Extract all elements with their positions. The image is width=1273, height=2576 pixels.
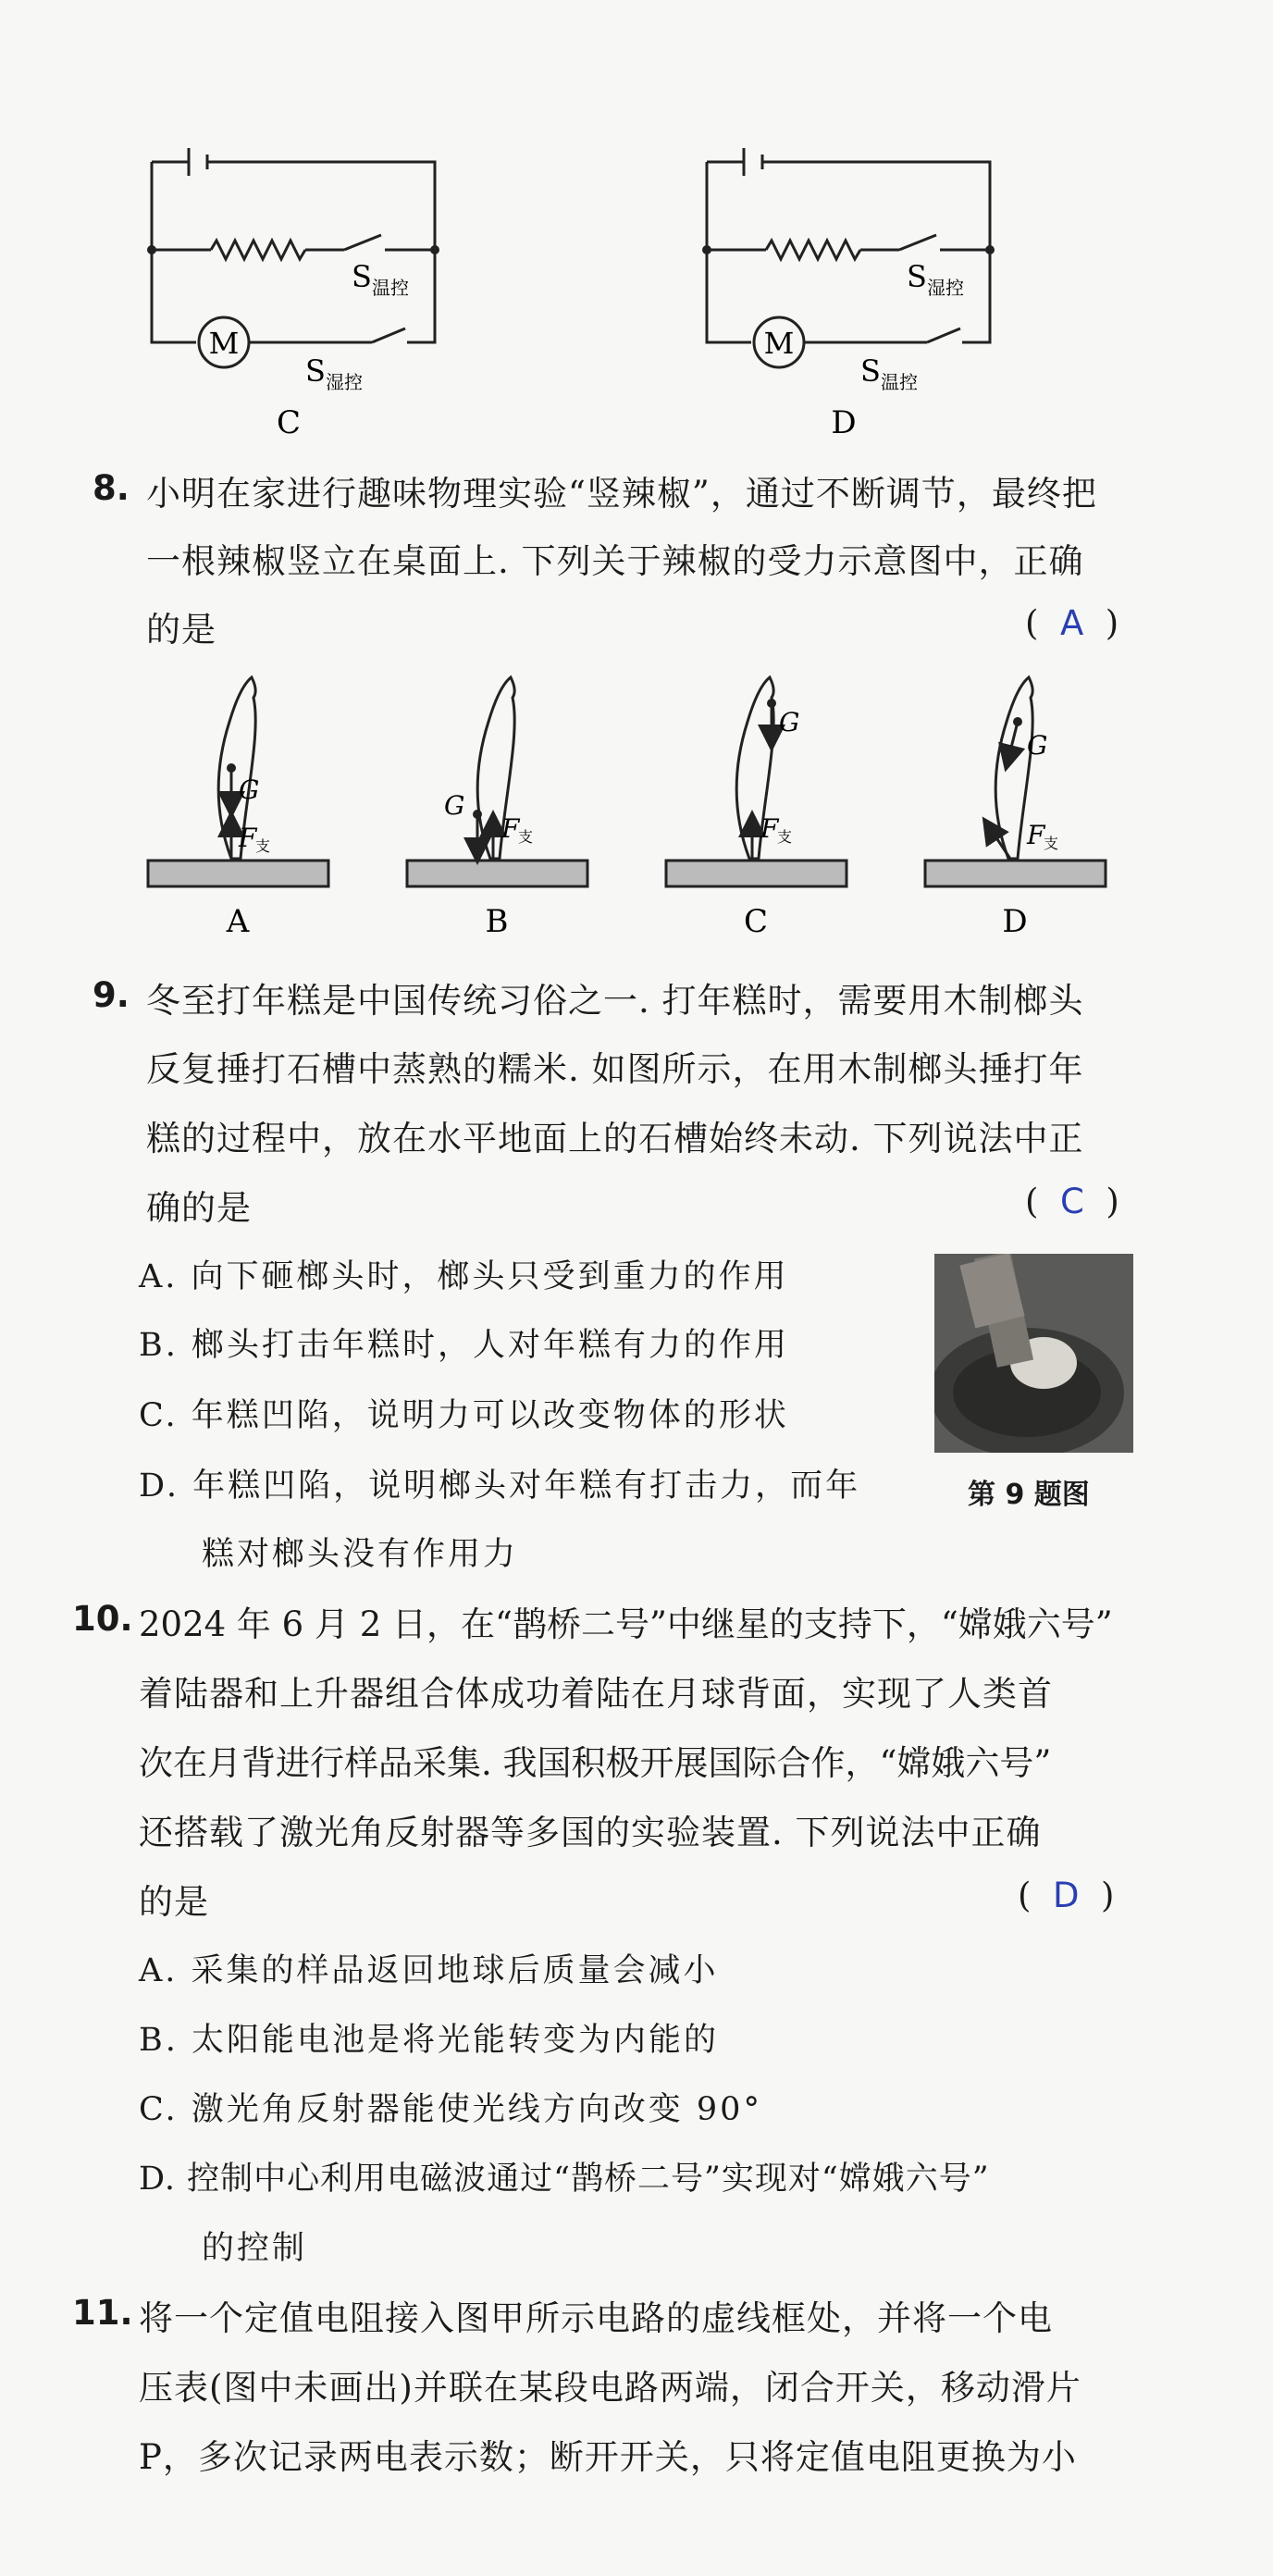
q9-number: 9. — [93, 975, 130, 1015]
q9-line-3: 糕的过程中，放在水平地面上的石槽始终未动. 下列说法中正 — [146, 1119, 1084, 1158]
q8-b-f-sub: 支 — [518, 828, 534, 846]
switch-label-d-bottom: S — [860, 353, 881, 389]
switch-label-d-top: S — [907, 259, 927, 294]
circuit-c — [152, 148, 435, 367]
q8-line-3: 的是 — [146, 610, 216, 650]
q9-answer: ( C ) — [1025, 1182, 1119, 1221]
switch-label-c-top: S — [352, 259, 372, 294]
switch-sub-d-bottom: 温控 — [881, 371, 918, 393]
q10-answer: ( D ) — [1018, 1876, 1115, 1915]
q8-figure-d — [925, 677, 1106, 886]
circuit-d-label: D — [831, 404, 857, 441]
q8-d-f: F — [1027, 820, 1045, 850]
q9-line-1: 冬至打年糕是中国传统习俗之一. 打年糕时，需要用木制榔头 — [146, 981, 1084, 1021]
q8-label-d: D — [1002, 903, 1028, 940]
q9-photo — [934, 1254, 1133, 1453]
q10-line-1: 2024 年 6 月 2 日，在“鹊桥二号”中继星的支持下，“嫦娥六号” — [139, 1604, 1113, 1644]
q10-line-2: 着陆器和上升器组合体成功着陆在月球背面，实现了人类首 — [139, 1674, 1053, 1714]
q8-number: 8. — [93, 468, 130, 508]
switch-sub-d-top: 湿控 — [927, 277, 964, 299]
q9-answer-letter: C — [1059, 1182, 1084, 1221]
q8-line-2: 一根辣椒竖立在桌面上. 下列关于辣椒的受力示意图中，正确 — [146, 541, 1084, 581]
q10-option-a: A. 采集的样品返回地球后质量会减小 — [139, 1952, 719, 1989]
q8-a-f-sub: 支 — [255, 837, 271, 855]
q9-option-b: B. 榔头打击年糕时，人对年糕有力的作用 — [139, 1327, 789, 1364]
q10-number: 10. — [72, 1599, 133, 1639]
q8-c-f: F — [760, 813, 779, 844]
motor-label-c: M — [208, 326, 240, 361]
switch-label-c-bottom: S — [305, 353, 326, 389]
q10-option-c: C. 激光角反射器能使光线方向改变 90° — [139, 2091, 762, 2128]
switch-sub-c-top: 温控 — [372, 277, 409, 299]
q8-c-g: G — [779, 707, 800, 737]
q8-d-g: G — [1027, 730, 1048, 761]
q8-label-a: A — [226, 903, 250, 940]
circuit-d — [707, 148, 990, 367]
circuit-c-label: C — [276, 404, 302, 441]
q9-option-a: A. 向下砸榔头时，榔头只受到重力的作用 — [139, 1258, 789, 1295]
q9-line-2: 反复捶打石槽中蒸熟的糯米. 如图所示，在用木制榔头捶打年 — [146, 1049, 1084, 1089]
q8-b-g: G — [444, 790, 465, 821]
q8-b-f: F — [501, 813, 520, 844]
q9-option-d: D. 年糕凹陷，说明榔头对年糕有打击力，而年 — [139, 1468, 861, 1505]
q8-line-1: 小明在家进行趣味物理实验“竖辣椒”，通过不断调节，最终把 — [146, 474, 1097, 514]
q10-line-4: 还搭载了激光角反射器等多国的实验装置. 下列说法中正确 — [139, 1813, 1042, 1852]
q11-line-3: P，多次记录两电表示数；断开开关，只将定值电阻更换为小 — [139, 2437, 1077, 2477]
q10-option-d-cont: 的控制 — [202, 2230, 308, 2267]
q8-figure-b — [407, 677, 587, 886]
q10-line-3: 次在月背进行样品采集. 我国积极开展国际合作，“嫦娥六号” — [139, 1743, 1052, 1783]
switch-sub-c-bottom: 湿控 — [326, 371, 363, 393]
q8-label-c: C — [743, 903, 769, 940]
q10-answer-letter: D — [1052, 1876, 1080, 1915]
q8-a-g: G — [239, 774, 260, 805]
q10-line-5: 的是 — [139, 1882, 209, 1922]
q11-line-2: 压表(图中未画出)并联在某段电路两端，闭合开关，移动滑片 — [139, 2368, 1081, 2408]
q8-figure-c — [666, 677, 847, 886]
q9-figure-caption: 第 9 题图 — [968, 1479, 1090, 1511]
q9-option-d-cont: 糕对榔头没有作用力 — [202, 1536, 519, 1573]
q10-option-b: B. 太阳能电池是将光能转变为内能的 — [139, 2022, 719, 2059]
q10-option-d: D. 控制中心利用电磁波通过“鹊桥二号”实现对“嫦娥六号” — [139, 2161, 990, 2198]
q9-line-4: 确的是 — [146, 1188, 252, 1228]
q8-c-f-sub: 支 — [777, 828, 793, 846]
circuit-diagrams — [130, 139, 1055, 444]
q11-number: 11. — [72, 2293, 133, 2333]
q8-a-f: F — [239, 823, 257, 853]
q8-label-b: B — [485, 903, 509, 940]
q8-d-f-sub: 支 — [1044, 835, 1059, 852]
motor-label-d: M — [763, 326, 795, 361]
q11-line-1: 将一个定值电阻接入图甲所示电路的虚线框处，并将一个电 — [139, 2298, 1053, 2338]
q9-option-c: C. 年糕凹陷，说明力可以改变物体的形状 — [139, 1397, 789, 1434]
q8-answer-letter: A — [1059, 603, 1084, 643]
q8-answer: ( A ) — [1025, 603, 1119, 643]
q8-force-diagrams — [139, 666, 1138, 944]
